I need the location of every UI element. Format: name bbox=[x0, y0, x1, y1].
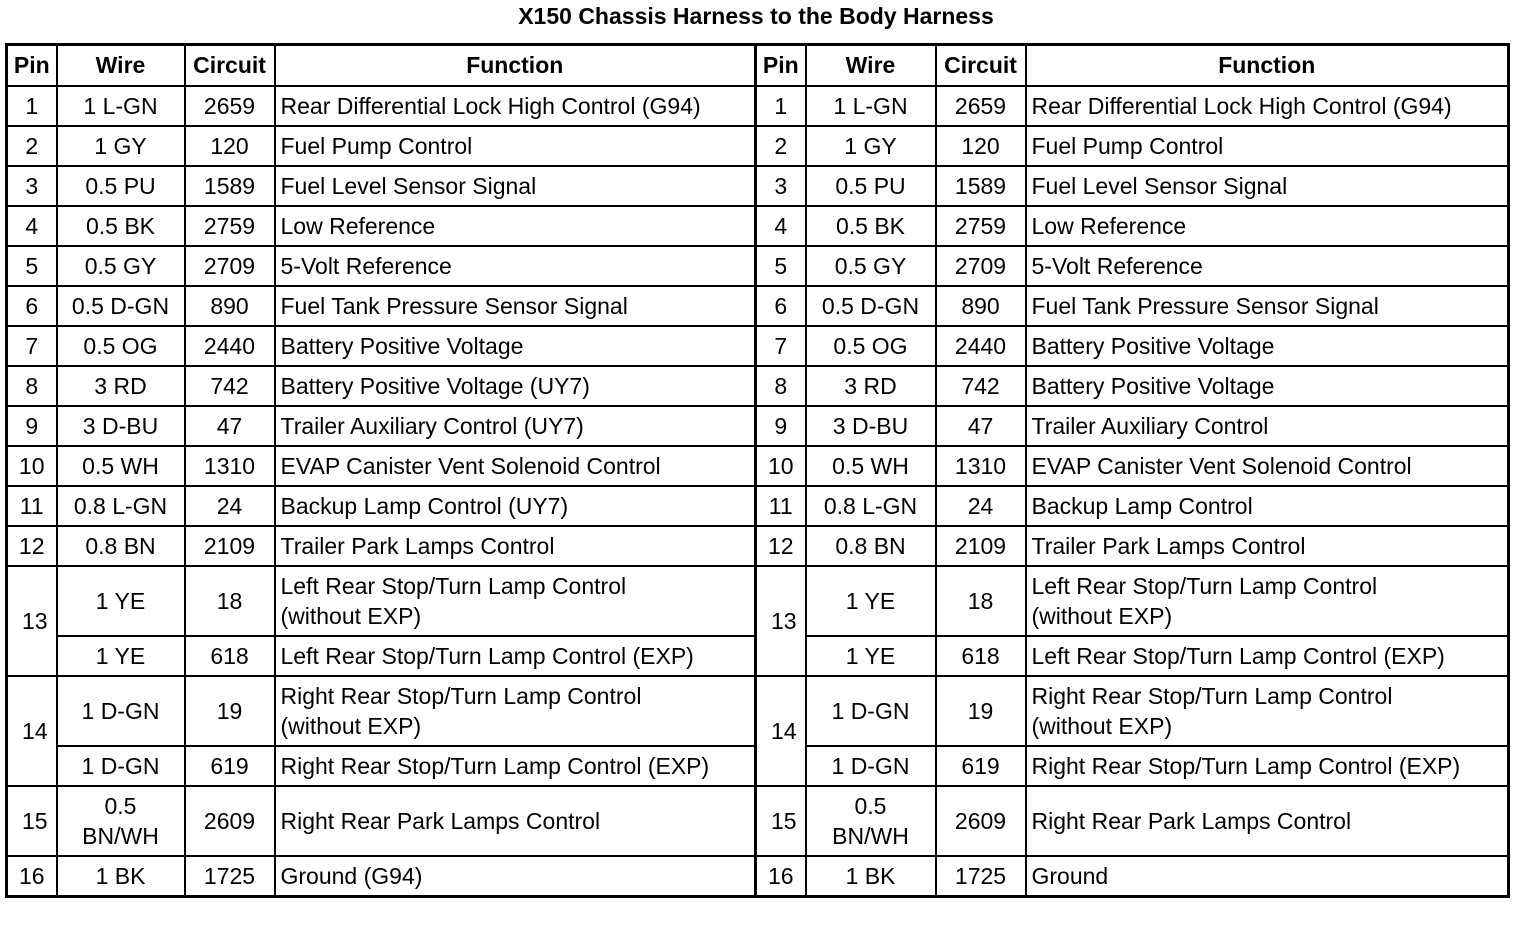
function-cell: Right Rear Stop/Turn Lamp Control (without EXP) bbox=[1026, 676, 1509, 746]
pin-cell: 13 bbox=[756, 566, 806, 676]
wire-cell: 1 GY bbox=[57, 126, 185, 166]
circuit-cell: 1589 bbox=[185, 166, 275, 206]
function-cell: Right Rear Park Lamps Control bbox=[1026, 786, 1509, 856]
pin-cell: 4 bbox=[756, 206, 806, 246]
wire-cell: 0.8 BN bbox=[57, 526, 185, 566]
circuit-cell: 890 bbox=[936, 286, 1026, 326]
wire-cell: 0.5 OG bbox=[806, 326, 936, 366]
function-cell: Backup Lamp Control (UY7) bbox=[275, 486, 756, 526]
header-pin: Pin bbox=[756, 45, 806, 87]
pin-cell: 11 bbox=[756, 486, 806, 526]
wire-cell: 1 GY bbox=[806, 126, 936, 166]
function-cell: Left Rear Stop/Turn Lamp Control (EXP) bbox=[275, 636, 756, 676]
table-row bbox=[7, 406, 1509, 446]
table-row bbox=[7, 246, 1509, 286]
function-cell: Battery Positive Voltage (UY7) bbox=[275, 366, 756, 406]
pin-cell: 4 bbox=[7, 206, 57, 246]
pin-cell: 9 bbox=[7, 406, 57, 446]
wire-cell: 1 BK bbox=[57, 856, 185, 897]
function-cell: Fuel Level Sensor Signal bbox=[275, 166, 756, 206]
pin-cell: 6 bbox=[7, 286, 57, 326]
pin-cell: 10 bbox=[756, 446, 806, 486]
circuit-cell: 47 bbox=[936, 406, 1026, 446]
wire-cell: 0.5 PU bbox=[806, 166, 936, 206]
wire-cell: 1 D-GN bbox=[806, 746, 936, 786]
function-cell: Right Rear Stop/Turn Lamp Control (EXP) bbox=[1026, 746, 1509, 786]
function-cell: Left Rear Stop/Turn Lamp Control (EXP) bbox=[1026, 636, 1509, 676]
function-cell: Trailer Park Lamps Control bbox=[275, 526, 756, 566]
function-cell: Right Rear Stop/Turn Lamp Control (without EXP) bbox=[275, 676, 756, 746]
circuit-cell: 2709 bbox=[936, 246, 1026, 286]
function-cell: EVAP Canister Vent Solenoid Control bbox=[1026, 446, 1509, 486]
function-cell: Fuel Pump Control bbox=[1026, 126, 1509, 166]
circuit-cell: 619 bbox=[936, 746, 1026, 786]
circuit-cell: 18 bbox=[185, 566, 275, 636]
circuit-cell: 1589 bbox=[936, 166, 1026, 206]
circuit-cell: 2709 bbox=[185, 246, 275, 286]
pin-cell: 11 bbox=[7, 486, 57, 526]
function-cell: Left Rear Stop/Turn Lamp Control (without EXP) bbox=[1026, 566, 1509, 636]
circuit-cell: 24 bbox=[936, 486, 1026, 526]
pin-cell: 7 bbox=[756, 326, 806, 366]
wire-cell: 1 D-GN bbox=[57, 746, 185, 786]
function-cell: Right Rear Stop/Turn Lamp Control (EXP) bbox=[275, 746, 756, 786]
page-title: X150 Chassis Harness to the Body Harness bbox=[518, 3, 994, 29]
circuit-cell: 2609 bbox=[936, 786, 1026, 856]
pin-cell: 12 bbox=[756, 526, 806, 566]
wire-cell: 1 D-GN bbox=[806, 676, 936, 746]
pin-cell: 16 bbox=[756, 856, 806, 897]
table-row bbox=[7, 566, 1509, 636]
wire-cell: 1 L-GN bbox=[57, 86, 185, 126]
pin-cell: 3 bbox=[756, 166, 806, 206]
wire-cell: 0.5 WH bbox=[57, 446, 185, 486]
function-cell: Left Rear Stop/Turn Lamp Control (without EXP) bbox=[275, 566, 756, 636]
circuit-cell: 18 bbox=[936, 566, 1026, 636]
function-cell: Right Rear Park Lamps Control bbox=[275, 786, 756, 856]
function-cell: Battery Positive Voltage bbox=[1026, 326, 1509, 366]
circuit-cell: 19 bbox=[185, 676, 275, 746]
table-row bbox=[7, 856, 1509, 897]
table-row bbox=[7, 166, 1509, 206]
pin-cell: 16 bbox=[7, 856, 57, 897]
circuit-cell: 2659 bbox=[185, 86, 275, 126]
wire-cell: 0.5 D-GN bbox=[806, 286, 936, 326]
pin-cell: 10 bbox=[7, 446, 57, 486]
circuit-cell: 742 bbox=[936, 366, 1026, 406]
header-function: Function bbox=[275, 45, 756, 87]
function-cell: Battery Positive Voltage bbox=[275, 326, 756, 366]
pin-cell: 5 bbox=[7, 246, 57, 286]
pin-cell: 14 bbox=[756, 676, 806, 786]
table-row bbox=[7, 86, 1509, 126]
wire-cell: 0.5 GY bbox=[806, 246, 936, 286]
table-row bbox=[7, 526, 1509, 566]
function-cell: Low Reference bbox=[1026, 206, 1509, 246]
wire-cell: 0.5 BN/WH bbox=[57, 786, 185, 856]
wire-cell: 1 YE bbox=[806, 566, 936, 636]
circuit-cell: 120 bbox=[185, 126, 275, 166]
table-row bbox=[7, 286, 1509, 326]
wire-cell: 0.8 L-GN bbox=[57, 486, 185, 526]
pin-cell: 1 bbox=[756, 86, 806, 126]
header-circuit: Circuit bbox=[936, 45, 1026, 87]
pin-cell: 9 bbox=[756, 406, 806, 446]
wire-cell: 1 YE bbox=[806, 636, 936, 676]
table-row bbox=[7, 786, 1509, 856]
header-function: Function bbox=[1026, 45, 1509, 87]
circuit-cell: 890 bbox=[185, 286, 275, 326]
function-cell: Low Reference bbox=[275, 206, 756, 246]
wire-cell: 3 RD bbox=[57, 366, 185, 406]
pin-cell: 2 bbox=[756, 126, 806, 166]
function-cell: Rear Differential Lock High Control (G94) bbox=[1026, 86, 1509, 126]
table-row bbox=[7, 486, 1509, 526]
function-cell: Ground (G94) bbox=[275, 856, 756, 897]
circuit-cell: 2440 bbox=[185, 326, 275, 366]
wire-cell: 1 BK bbox=[806, 856, 936, 897]
circuit-cell: 619 bbox=[185, 746, 275, 786]
header-row bbox=[7, 45, 1509, 87]
function-cell: Fuel Tank Pressure Sensor Signal bbox=[1026, 286, 1509, 326]
circuit-cell: 2759 bbox=[936, 206, 1026, 246]
wire-cell: 1 YE bbox=[57, 636, 185, 676]
wire-cell: 1 D-GN bbox=[57, 676, 185, 746]
function-cell: Battery Positive Voltage bbox=[1026, 366, 1509, 406]
function-cell: Trailer Auxiliary Control (UY7) bbox=[275, 406, 756, 446]
wire-cell: 0.5 BK bbox=[806, 206, 936, 246]
circuit-cell: 120 bbox=[936, 126, 1026, 166]
wire-cell: 3 D-BU bbox=[806, 406, 936, 446]
pin-cell: 8 bbox=[756, 366, 806, 406]
circuit-cell: 2759 bbox=[185, 206, 275, 246]
function-cell: Rear Differential Lock High Control (G94) bbox=[275, 86, 756, 126]
pin-cell: 8 bbox=[7, 366, 57, 406]
circuit-cell: 618 bbox=[185, 636, 275, 676]
circuit-cell: 2609 bbox=[185, 786, 275, 856]
wire-cell: 0.5 GY bbox=[57, 246, 185, 286]
function-cell: Backup Lamp Control bbox=[1026, 486, 1509, 526]
circuit-cell: 2109 bbox=[936, 526, 1026, 566]
circuit-cell: 1725 bbox=[936, 856, 1026, 897]
circuit-cell: 47 bbox=[185, 406, 275, 446]
pin-cell: 15 bbox=[7, 786, 57, 856]
pin-cell: 2 bbox=[7, 126, 57, 166]
table-row bbox=[7, 126, 1509, 166]
header-pin: Pin bbox=[7, 45, 57, 87]
function-cell: 5-Volt Reference bbox=[275, 246, 756, 286]
circuit-cell: 2109 bbox=[185, 526, 275, 566]
wire-cell: 1 YE bbox=[57, 566, 185, 636]
circuit-cell: 1725 bbox=[185, 856, 275, 897]
wire-cell: 0.8 L-GN bbox=[806, 486, 936, 526]
wire-cell: 0.5 D-GN bbox=[57, 286, 185, 326]
pin-cell: 1 bbox=[7, 86, 57, 126]
function-cell: Trailer Park Lamps Control bbox=[1026, 526, 1509, 566]
function-cell: EVAP Canister Vent Solenoid Control bbox=[275, 446, 756, 486]
wire-cell: 3 RD bbox=[806, 366, 936, 406]
table-body bbox=[7, 86, 1509, 897]
table-row bbox=[7, 446, 1509, 486]
table-row bbox=[7, 206, 1509, 246]
harness-table bbox=[5, 43, 1510, 898]
wire-cell: 0.5 PU bbox=[57, 166, 185, 206]
wire-cell: 0.5 OG bbox=[57, 326, 185, 366]
circuit-cell: 742 bbox=[185, 366, 275, 406]
function-cell: Fuel Level Sensor Signal bbox=[1026, 166, 1509, 206]
circuit-cell: 618 bbox=[936, 636, 1026, 676]
wire-cell: 0.5 WH bbox=[806, 446, 936, 486]
pin-cell: 15 bbox=[756, 786, 806, 856]
table-row bbox=[7, 676, 1509, 746]
circuit-cell: 1310 bbox=[936, 446, 1026, 486]
header-wire: Wire bbox=[806, 45, 936, 87]
wire-cell: 0.5 BN/WH bbox=[806, 786, 936, 856]
function-cell: 5-Volt Reference bbox=[1026, 246, 1509, 286]
wire-cell: 0.8 BN bbox=[806, 526, 936, 566]
circuit-cell: 2659 bbox=[936, 86, 1026, 126]
pin-cell: 3 bbox=[7, 166, 57, 206]
wire-cell: 0.5 BK bbox=[57, 206, 185, 246]
wire-cell: 3 D-BU bbox=[57, 406, 185, 446]
table-row bbox=[7, 366, 1509, 406]
function-cell: Fuel Pump Control bbox=[275, 126, 756, 166]
pin-cell: 6 bbox=[756, 286, 806, 326]
pin-cell: 13 bbox=[7, 566, 57, 676]
header-wire: Wire bbox=[57, 45, 185, 87]
circuit-cell: 1310 bbox=[185, 446, 275, 486]
pin-cell: 12 bbox=[7, 526, 57, 566]
header-circuit: Circuit bbox=[185, 45, 275, 87]
circuit-cell: 2440 bbox=[936, 326, 1026, 366]
table-row bbox=[7, 326, 1509, 366]
function-cell: Fuel Tank Pressure Sensor Signal bbox=[275, 286, 756, 326]
pin-cell: 14 bbox=[7, 676, 57, 786]
function-cell: Trailer Auxiliary Control bbox=[1026, 406, 1509, 446]
function-cell: Ground bbox=[1026, 856, 1509, 897]
circuit-cell: 24 bbox=[185, 486, 275, 526]
circuit-cell: 19 bbox=[936, 676, 1026, 746]
wire-cell: 1 L-GN bbox=[806, 86, 936, 126]
pin-cell: 5 bbox=[756, 246, 806, 286]
pin-cell: 7 bbox=[7, 326, 57, 366]
